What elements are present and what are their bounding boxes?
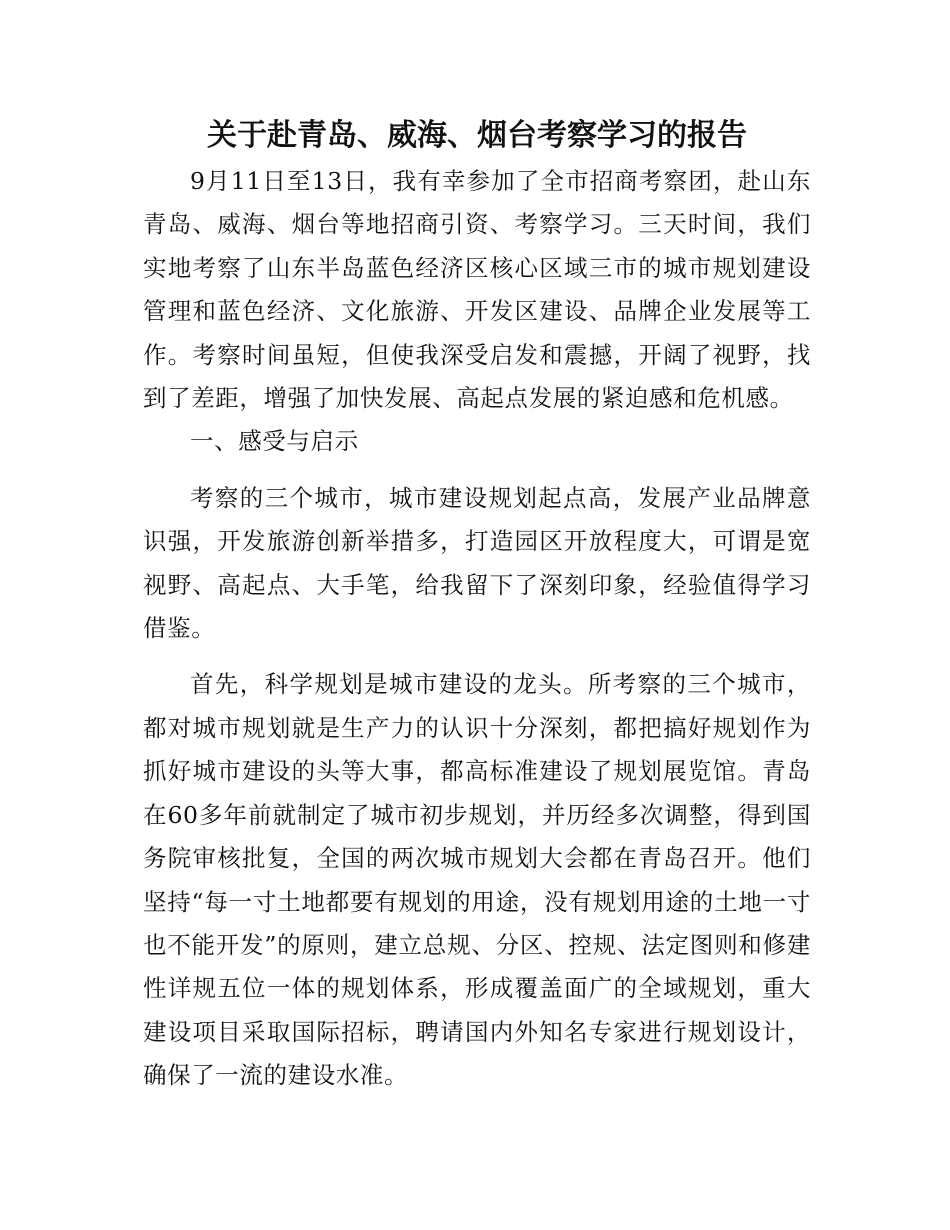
- planning-paragraph: 首先，科学规划是城市建设的龙头。所考察的三个城市，都对城市规划就是生产力的认识十分深刻，都把搞好规划作为抓好城市建设的头等大事，都高标准建设了规划展览馆。青岛在60多年前就制定了城市初步规划，并历经多次调整，得到国务院审核批复，全国的两次城市规划大会都在青岛召开。他们坚持“每一寸土地都要有规划的用途，没有规划用途的土地一寸也不能开发”的原则，建立总规、分区、控规、法定图则和修建性详规五位一体的规划体系，形成覆盖面广的全域规划，重大建设项目采取国际招标，聘请国内外知名专家进行规划设计，确保了一流的建设水准。: [143, 670, 811, 1090]
- document-title: 关于赴青岛、威海、烟台考察学习的报告: [207, 118, 747, 153]
- section-heading: 一、感受与启示: [190, 427, 359, 456]
- summary-paragraph: 考察的三个城市，城市建设规划起点高，发展产业品牌意识强，开发旅游创新举措多，打造园区开放程度大，可谓是宽视野、高起点、大手笔，给我留下了深刻印象，经验值得学习借鉴。: [143, 483, 811, 643]
- document-page: [143, 112, 811, 1098]
- intro-paragraph: 9月11日至13日，我有幸参加了全市招商考察团，赴山东青岛、威海、烟台等地招商引资、考察学习。三天时间，我们实地考察了山东半岛蓝色经济区核心区域三市的城市规划建设管理和蓝色经济、文化旅游、开发区建设、品牌企业发展等工作。考察时间虽短，但使我深受启发和震撼，开阔了视野，找到了差距，增强了加快发展、高起点发展的紧迫感和危机感。: [143, 167, 811, 413]
